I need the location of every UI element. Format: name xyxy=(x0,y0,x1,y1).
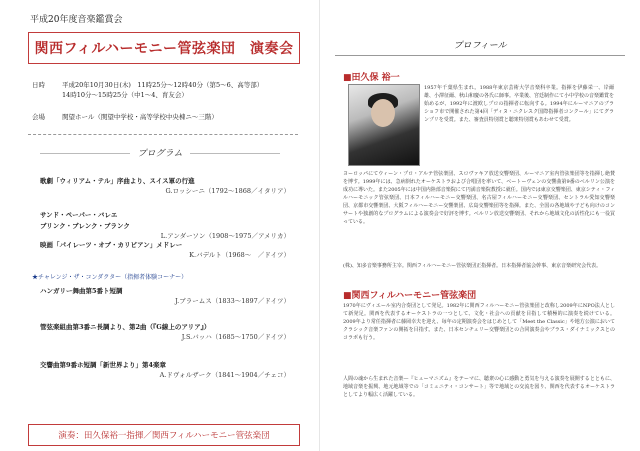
program-composer: L.アンダーソン（1908～1975／アメリカ） xyxy=(160,232,290,240)
profile-underline xyxy=(335,55,625,56)
program-composer: A.ドヴォルザーク（1841～1904／チェコ） xyxy=(159,371,290,379)
program-title: ハンガリー舞曲第5番ト短調 xyxy=(40,287,123,295)
program-item xyxy=(40,360,290,379)
program-composer: J.S.バッハ（1685～1750／ドイツ） xyxy=(181,333,290,341)
program-item xyxy=(40,322,290,341)
program-title: 歌劇「ウィリアム・テル」序曲より、スイス軍の行進 xyxy=(40,177,195,185)
venue-text: 関望ホール（関望中学校・高等学校中央棟ニ～三階） xyxy=(62,113,218,121)
date-line-1: 平成20年10月30日(木) 11時25分～12時40分（第5～6、高等部） xyxy=(62,81,264,89)
date-line-2: 14時10分～15時25分（中1～4、育友会） xyxy=(62,91,188,99)
conductor-name: ■田久保 裕一 xyxy=(343,73,400,83)
program-item xyxy=(40,240,290,259)
venue-info xyxy=(32,112,218,122)
orchestra-para-2: 人間の魂から生まれた音楽—『ヒューマニズム』をテーマに、聴衆の心に感動と勇気を与える演奏を展開するとともに、地域音楽を振興、地元地域等での「コミュニティ・コンサート」等で地域との交流を図り、関西を代表するオーケストラとしてより幅広く活躍している。 xyxy=(343,376,615,398)
program-item xyxy=(40,286,290,305)
program-title: 映画「パイレーツ・オブ・カリビアン」メドレー xyxy=(40,241,183,249)
program-heading: プログラム xyxy=(0,146,320,159)
profile-heading: プロフィール xyxy=(453,41,507,51)
program-title: 交響曲第9番ホ短調「新世界より」第4楽章 xyxy=(40,361,167,369)
bio-tail-text: (株)、知多音楽事務所主宰。関西フィルハーモニー管弦楽団正指揮者。日本指揮者協会幹事、東京音楽研究会代表。 xyxy=(343,263,602,269)
bio-side-text: 1957年千葉県生まれ。1988年東京芸術大学音楽科卒業。指揮を伊藤栄一、岸爾雄、小澤征爾、秋山和慶の各氏に師事。卒業後、宮廷制作にて小中学校の音楽鑑賞を始めるが、1992年に渡欧しプロの指揮者に転向する。1994年にルーマニアのブラショフ市で開催された第4回「ディヌ・ニクレスク国際指揮者コンクール」にてグランプリを受賞。また、審査員特別賞と聴衆特別賞もあわせて受賞。 xyxy=(424,85,615,123)
bio-main-text: ヨーロッパにてウィーン・プロ・アルテ管弦楽団、スロヴァキア放送交響楽団、ルーマニア室内管弦楽団等を指揮し絶賛を博す。1999年には、急病倒れたオーケストラおよび合唱団を率いて、ベートーヴェンの交響曲第9番のベルリン公演を成功に導いた。また2005年には中国内陸部音楽院にて円満音楽院教授に就任。国内では東京交響楽団、東京シティ・フィルハーモニック管弦楽団、日本フィルハーモニー交響楽団、名古屋フィルハーモニー交響楽団、セントラル愛知交響楽団、京都市交響楽団、大阪フィルハーモニー交響楽団、広島交響楽団等を指揮。また、全国の各地域や子ども向けのコンサートや独創的なプログラムによる演奏会で好評を博す。ベルリン放送交響楽団、それから地域文化の活性化にも一役買っている。 xyxy=(343,171,615,225)
date-label: 日時 xyxy=(32,81,45,89)
conductor-corner: ★チャレンジ・ザ・コンダクター（指揮者体験コーナー） xyxy=(32,274,188,281)
conductor-photo xyxy=(348,84,420,166)
orchestra-para-1: 1970年にヴィエール室内合奏団として発足。1982年に関西フィルハーモニー管弦楽団と改称し2009年にNPO法人として新発足。関西を代表するオーケストラの一つとして、文化・社会への貢献を目指して積極的に演奏を続けている。2009年より常任指揮者に藤岡幸夫を迎え、毎年の定期演奏会をはじめとして「Meet the Classic」や地方公演においてクラシック音楽ファンの開拓を目指す。また、日本センチュリー交響楽団との合同演奏会やブラス・ダイナミックスとのコラボも行う。 xyxy=(343,303,615,341)
orchestra-name: ■関西フィルハーモニー管弦楽団 xyxy=(343,291,477,301)
program-composer: G.ロッシーニ（1792～1868／イタリア） xyxy=(165,187,290,195)
program-item xyxy=(40,210,290,220)
program-title: サンド・ペーパー・バレエ xyxy=(40,211,118,219)
divider xyxy=(28,134,298,135)
concert-title: 関西フィルハーモニー管弦楽団 演奏会 xyxy=(28,32,300,64)
program-title: 管弦楽組曲第3番ニ長調より、第2曲（『G線上のアリア』） xyxy=(40,323,211,331)
program-composer: K.バデルト（1968～ ／ドイツ） xyxy=(189,251,290,259)
concert-series-note: 平成20年度音楽鑑賞会 xyxy=(30,15,123,25)
date-info xyxy=(32,80,263,100)
photo-face xyxy=(371,99,395,127)
performers-box: 演奏：田久保裕一指揮／関西フィルハーモニー管弦楽団 xyxy=(28,424,300,446)
program-title: ブリンク・ブレンク・ブランク xyxy=(40,222,130,230)
program-item xyxy=(40,176,290,195)
program-item xyxy=(40,221,290,240)
venue-label: 会場 xyxy=(32,113,45,121)
program-composer: J.ブラームス（1833～1897／ドイツ） xyxy=(175,297,290,305)
